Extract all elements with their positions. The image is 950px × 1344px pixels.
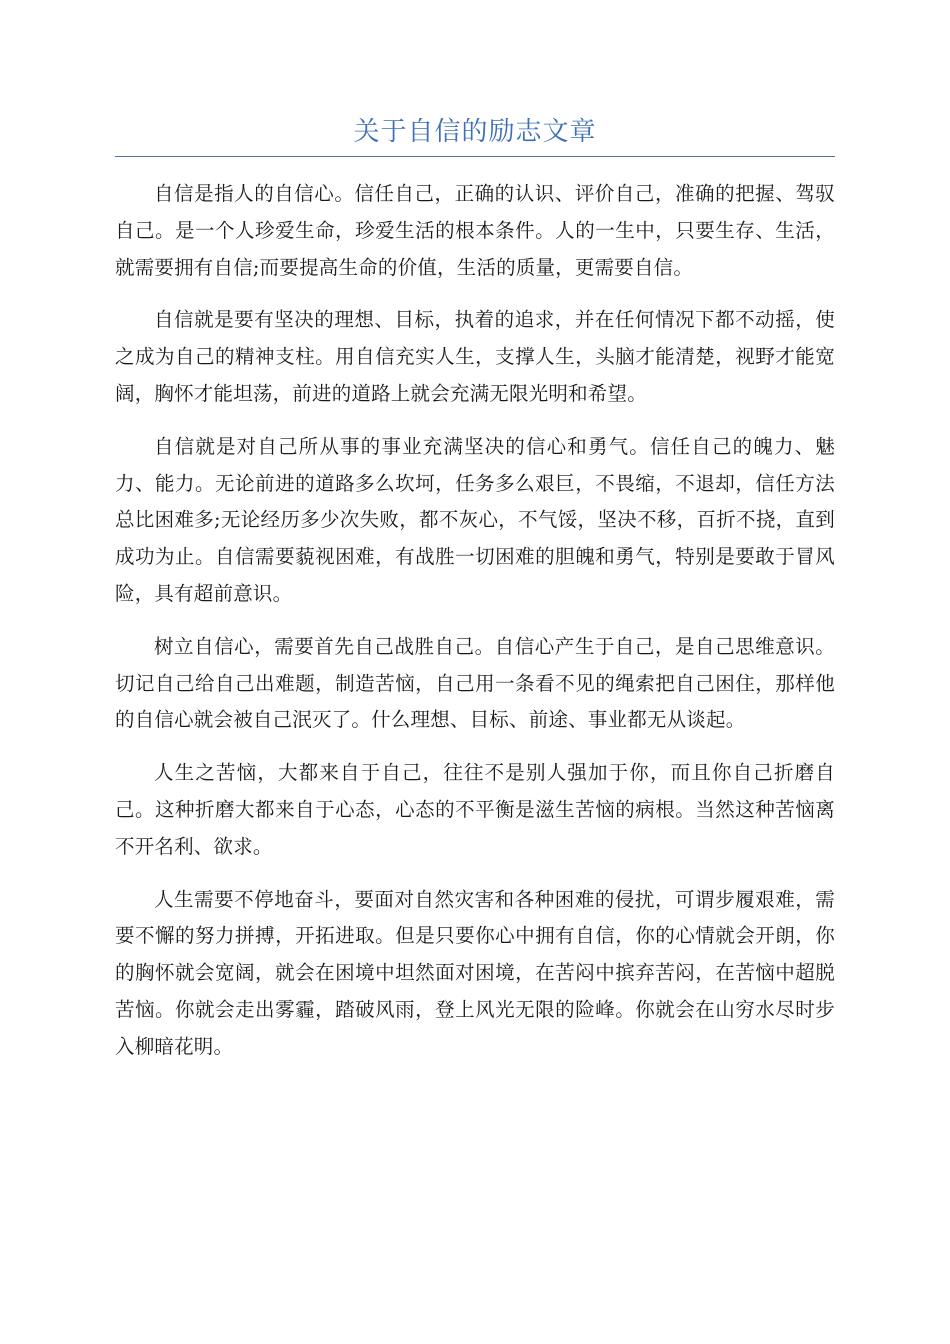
paragraph-1: 自信是指人的自信心。信任自己，正确的认识、评价自己，准确的把握、驾驭自己。是一个人珍爱生命，珍爱生活的根本条件。人的一生中，只要生存、生活，就需要拥有自信;而要提高生命的价值，生活的质量，更需要自信。: [115, 182, 835, 279]
page-title: 关于自信的励志文章: [353, 117, 597, 147]
paragraph-2: 自信就是要有坚决的理想、目标，执着的追求，并在任何情况下都不动摇，使之成为自己的精神支柱。用自信充实人生，支撑人生，头脑才能清楚，视野才能宽阔，胸怀才能坦荡，前进的道路上就会充满无限光明和希望。: [115, 308, 835, 405]
paragraph-5: 人生之苦恼，大都来自于自己，往往不是别人强加于你，而且你自己折磨自己。这种折磨大都来自于心态，心态的不平衡是滋生苦恼的病根。当然这种苦恼离不开名利、欲求。: [115, 761, 835, 858]
title-bar: [115, 112, 835, 157]
paragraph-6: 人生需要不停地奋斗，要面对自然灾害和各种困难的侵扰，可谓步履艰难，需要不懈的努力拼搏，开拓进取。但是只要你心中拥有自信，你的心情就会开朗，你的胸怀就会宽阔，就会在困境中坦然面对困境，在苦闷中摈弃苦闷，在苦恼中超脱苦恼。你就会走出雾霾，踏破风雨，登上风光无限的险峰。你就会在山穷水尽时步入柳暗花明。: [115, 887, 835, 1058]
paragraph-4: 树立自信心，需要首先自己战胜自己。自信心产生于自己，是自己思维意识。切记自己给自己出难题，制造苦恼，自己用一条看不见的绳索把自己困住，那样他的自信心就会被自己泯灭了。什么理想、目标、前途、事业都无从谈起。: [115, 634, 835, 732]
article-body: [115, 176, 835, 1082]
paragraph-3: 自信就是对自己所从事的事业充满坚决的信心和勇气。信任自己的魄力、魅力、能力。无论前进的道路多么坎坷，任务多么艰巨，不畏缩，不退却，信任方法总比困难多;无论经历多少次失败，都不灰心，不气馁，坚决不移，百折不挠，直到成功为止。自信需要藐视困难，有战胜一切困难的胆魄和勇气，特别是要敢于冒风险，具有超前意识。: [115, 434, 835, 605]
